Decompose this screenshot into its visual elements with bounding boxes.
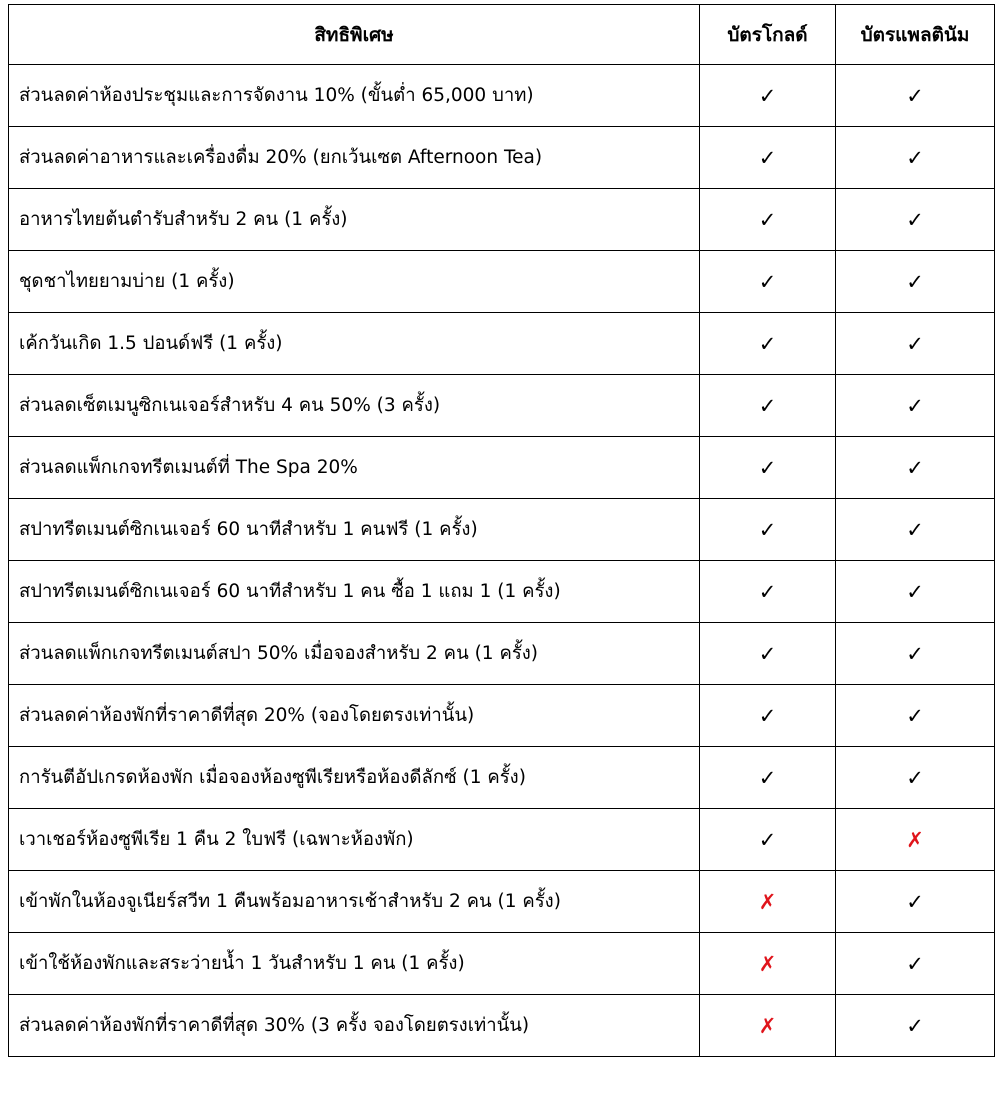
benefit-cell: อาหารไทยต้นตำรับสำหรับ 2 คน (1 ครั้ง)	[9, 189, 700, 251]
benefit-cell: สปาทรีตเมนต์ซิกเนเจอร์ 60 นาทีสำหรับ 1 คนฟรี (1 ครั้ง)	[9, 499, 700, 561]
cross-icon: ✗	[758, 951, 777, 976]
check-icon: ✓	[906, 765, 924, 790]
check-icon: ✓	[758, 827, 777, 852]
platinum-card-cell	[836, 499, 995, 561]
check-icon: ✓	[906, 83, 924, 108]
check-icon: ✓	[906, 207, 924, 232]
check-icon: ✓	[906, 1013, 924, 1038]
cross-icon: ✗	[758, 1013, 777, 1038]
check-icon: ✓	[758, 393, 777, 418]
platinum-card-cell	[836, 809, 995, 871]
check-icon: ✓	[906, 579, 924, 604]
check-icon: ✓	[758, 145, 777, 170]
benefits-comparison-table	[8, 4, 995, 1057]
table-row	[9, 251, 995, 313]
platinum-card-cell	[836, 437, 995, 499]
check-icon: ✓	[906, 703, 924, 728]
check-icon: ✓	[758, 579, 777, 604]
check-icon: ✓	[758, 455, 777, 480]
benefit-cell: เข้าใช้ห้องพักและสระว่ายน้ำ 1 วันสำหรับ 1 คน (1 ครั้ง)	[9, 933, 700, 995]
table-row	[9, 933, 995, 995]
table-row	[9, 437, 995, 499]
platinum-card-cell	[836, 251, 995, 313]
gold-card-cell	[700, 189, 836, 251]
table-row	[9, 375, 995, 437]
gold-card-cell	[700, 251, 836, 313]
table-row	[9, 747, 995, 809]
benefit-cell: เค้กวันเกิด 1.5 ปอนด์ฟรี (1 ครั้ง)	[9, 313, 700, 375]
platinum-card-cell	[836, 561, 995, 623]
platinum-card-cell	[836, 375, 995, 437]
check-icon: ✓	[906, 269, 924, 294]
gold-card-cell	[700, 127, 836, 189]
gold-card-cell	[700, 623, 836, 685]
check-icon: ✓	[906, 517, 924, 542]
benefit-cell: เวาเชอร์ห้องซูพีเรีย 1 คืน 2 ใบฟรี (เฉพาะห้องพัก)	[9, 809, 700, 871]
platinum-card-cell	[836, 623, 995, 685]
table-row	[9, 127, 995, 189]
benefit-cell: เข้าพักในห้องจูเนียร์สวีท 1 คืนพร้อมอาหารเช้าสำหรับ 2 คน (1 ครั้ง)	[9, 871, 700, 933]
platinum-card-cell	[836, 127, 995, 189]
cross-icon: ✗	[758, 889, 777, 914]
platinum-card-cell	[836, 65, 995, 127]
check-icon: ✓	[758, 641, 777, 666]
check-icon: ✓	[758, 331, 777, 356]
gold-card-cell	[700, 995, 836, 1057]
gold-card-cell	[700, 437, 836, 499]
check-icon: ✓	[758, 269, 777, 294]
benefit-cell: ชุดชาไทยยามบ่าย (1 ครั้ง)	[9, 251, 700, 313]
cross-icon: ✗	[906, 827, 924, 852]
gold-card-cell	[700, 561, 836, 623]
platinum-card-cell	[836, 189, 995, 251]
benefit-cell: ส่วนลดค่าอาหารและเครื่องดื่ม 20% (ยกเว้นเซต Afternoon Tea)	[9, 127, 700, 189]
table-row	[9, 871, 995, 933]
benefit-cell: ส่วนลดเซ็ตเมนูซิกเนเจอร์สำหรับ 4 คน 50% (3 ครั้ง)	[9, 375, 700, 437]
table-row	[9, 623, 995, 685]
table-row	[9, 561, 995, 623]
header-row	[9, 5, 995, 65]
gold-card-cell	[700, 499, 836, 561]
gold-card-cell	[700, 375, 836, 437]
check-icon: ✓	[758, 83, 777, 108]
table-row	[9, 313, 995, 375]
check-icon: ✓	[906, 641, 924, 666]
check-icon: ✓	[758, 765, 777, 790]
benefit-cell: สปาทรีตเมนต์ซิกเนเจอร์ 60 นาทีสำหรับ 1 คน ซื้อ 1 แถม 1 (1 ครั้ง)	[9, 561, 700, 623]
gold-card-cell	[700, 313, 836, 375]
platinum-card-cell	[836, 871, 995, 933]
check-icon: ✓	[906, 889, 924, 914]
header-gold-card: บัตรโกลด์	[700, 5, 836, 65]
gold-card-cell	[700, 65, 836, 127]
benefit-cell: ส่วนลดค่าห้องพักที่ราคาดีที่สุด 20% (จองโดยตรงเท่านั้น)	[9, 685, 700, 747]
check-icon: ✓	[906, 331, 924, 356]
table-row	[9, 189, 995, 251]
check-icon: ✓	[906, 393, 924, 418]
table-row	[9, 499, 995, 561]
benefit-cell: การันตีอัปเกรดห้องพัก เมื่อจองห้องซูพีเรียหรือห้องดีลักซ์ (1 ครั้ง)	[9, 747, 700, 809]
platinum-card-cell	[836, 933, 995, 995]
check-icon: ✓	[758, 207, 777, 232]
check-icon: ✓	[906, 455, 924, 480]
check-icon: ✓	[906, 145, 924, 170]
table-row	[9, 809, 995, 871]
check-icon: ✓	[906, 951, 924, 976]
benefit-cell: ส่วนลดค่าห้องประชุมและการจัดงาน 10% (ขั้นต่ำ 65,000 บาท)	[9, 65, 700, 127]
header-benefit: สิทธิพิเศษ	[9, 5, 700, 65]
gold-card-cell	[700, 685, 836, 747]
check-icon: ✓	[758, 517, 777, 542]
benefit-cell: ส่วนลดแพ็กเกจทรีตเมนต์ที่ The Spa 20%	[9, 437, 700, 499]
platinum-card-cell	[836, 995, 995, 1057]
gold-card-cell	[700, 933, 836, 995]
table-row	[9, 65, 995, 127]
benefit-cell: ส่วนลดค่าห้องพักที่ราคาดีที่สุด 30% (3 ครั้ง จองโดยตรงเท่านั้น)	[9, 995, 700, 1057]
gold-card-cell	[700, 747, 836, 809]
table-row	[9, 685, 995, 747]
platinum-card-cell	[836, 685, 995, 747]
table-row	[9, 995, 995, 1057]
table-body	[9, 65, 995, 1057]
gold-card-cell	[700, 871, 836, 933]
header-platinum-card: บัตรแพลตินัม	[836, 5, 995, 65]
benefit-cell: ส่วนลดแพ็กเกจทรีตเมนต์สปา 50% เมื่อจองสำหรับ 2 คน (1 ครั้ง)	[9, 623, 700, 685]
gold-card-cell	[700, 809, 836, 871]
platinum-card-cell	[836, 313, 995, 375]
check-icon: ✓	[758, 703, 777, 728]
platinum-card-cell	[836, 747, 995, 809]
